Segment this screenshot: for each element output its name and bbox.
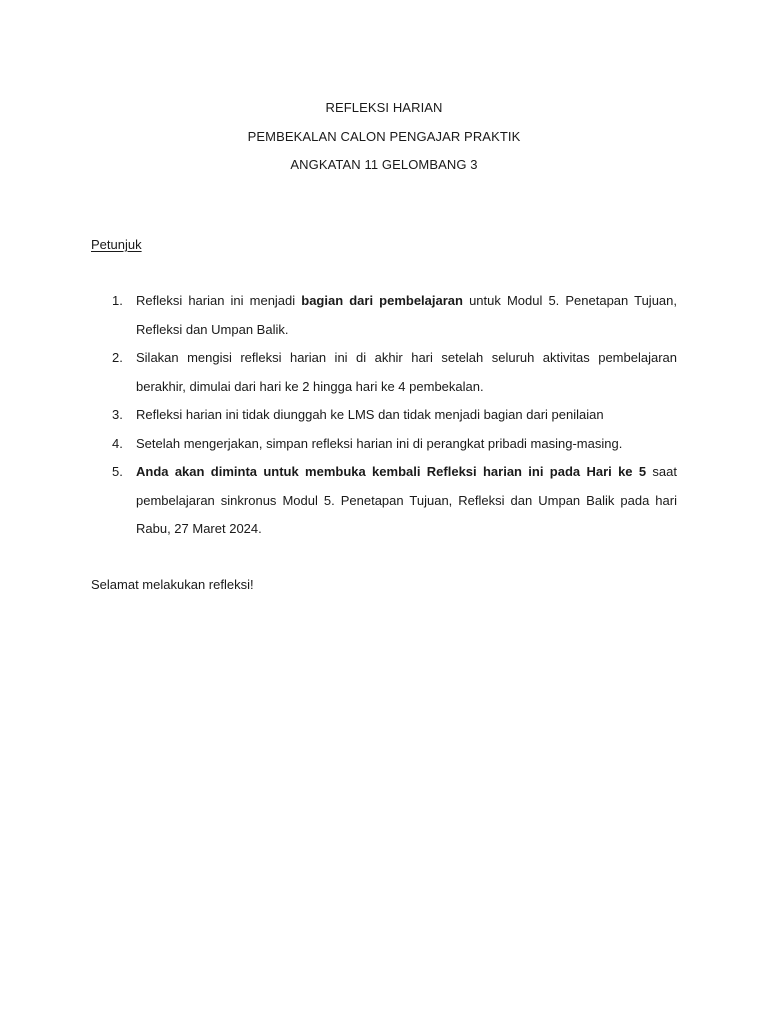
instructions-heading: Petunjuk bbox=[91, 237, 142, 252]
item-number: 2. bbox=[112, 350, 123, 365]
title-line-2: PEMBEKALAN CALON PENGAJAR PRAKTIK bbox=[247, 128, 521, 144]
title-line-1: REFLEKSI HARIAN bbox=[325, 100, 443, 115]
instruction-item-1 bbox=[91, 287, 677, 344]
text-part: untuk Modul 5. Penetapan Tujuan, Refleksi dan Umpan Balik. bbox=[136, 293, 677, 337]
closing-text: Selamat melakukan refleksi! bbox=[91, 577, 254, 592]
instruction-item-2 bbox=[91, 344, 677, 401]
document-title-block bbox=[0, 94, 768, 180]
item-text bbox=[136, 407, 604, 422]
instructions-list bbox=[91, 287, 677, 544]
item-number: 5. bbox=[112, 464, 123, 479]
item-number: 1. bbox=[112, 293, 123, 308]
text-part: Refleksi harian ini menjadi bbox=[136, 293, 302, 308]
instruction-item-4 bbox=[91, 430, 677, 459]
text-part: Setelah mengerjakan, simpan refleksi harian ini di perangkat pribadi masing-masing. bbox=[136, 435, 623, 451]
item-text bbox=[136, 436, 622, 451]
item-text bbox=[136, 464, 677, 536]
text-part: saat pembelajaran sinkronus Modul 5. Penetapan Tujuan, Refleksi dan Umpan Balik pada hari Rabu, 27 Maret 2024. bbox=[136, 464, 677, 536]
instruction-item-3 bbox=[91, 401, 677, 430]
item-number: 4. bbox=[112, 435, 123, 451]
text-part: Refleksi harian ini tidak diunggah ke LMS dan tidak menjadi bagian dari penilaian bbox=[136, 407, 604, 422]
item-text bbox=[136, 350, 677, 394]
bold-text-part: bagian dari pembelajaran bbox=[301, 293, 463, 308]
text-part: Silakan mengisi refleksi harian ini di akhir hari setelah seluruh aktivitas pembelajaran berakhir, dimulai dari hari ke 2 hingga hari ke 4 pembekalan. bbox=[136, 350, 677, 394]
item-text bbox=[136, 293, 677, 337]
instruction-item-5 bbox=[91, 458, 677, 544]
bold-text-part: Anda akan diminta untuk membuka kembali Refleksi harian ini pada Hari ke 5 bbox=[136, 464, 647, 479]
title-line-3: ANGKATAN 11 GELOMBANG 3 bbox=[290, 157, 478, 172]
item-number: 3. bbox=[112, 407, 123, 422]
